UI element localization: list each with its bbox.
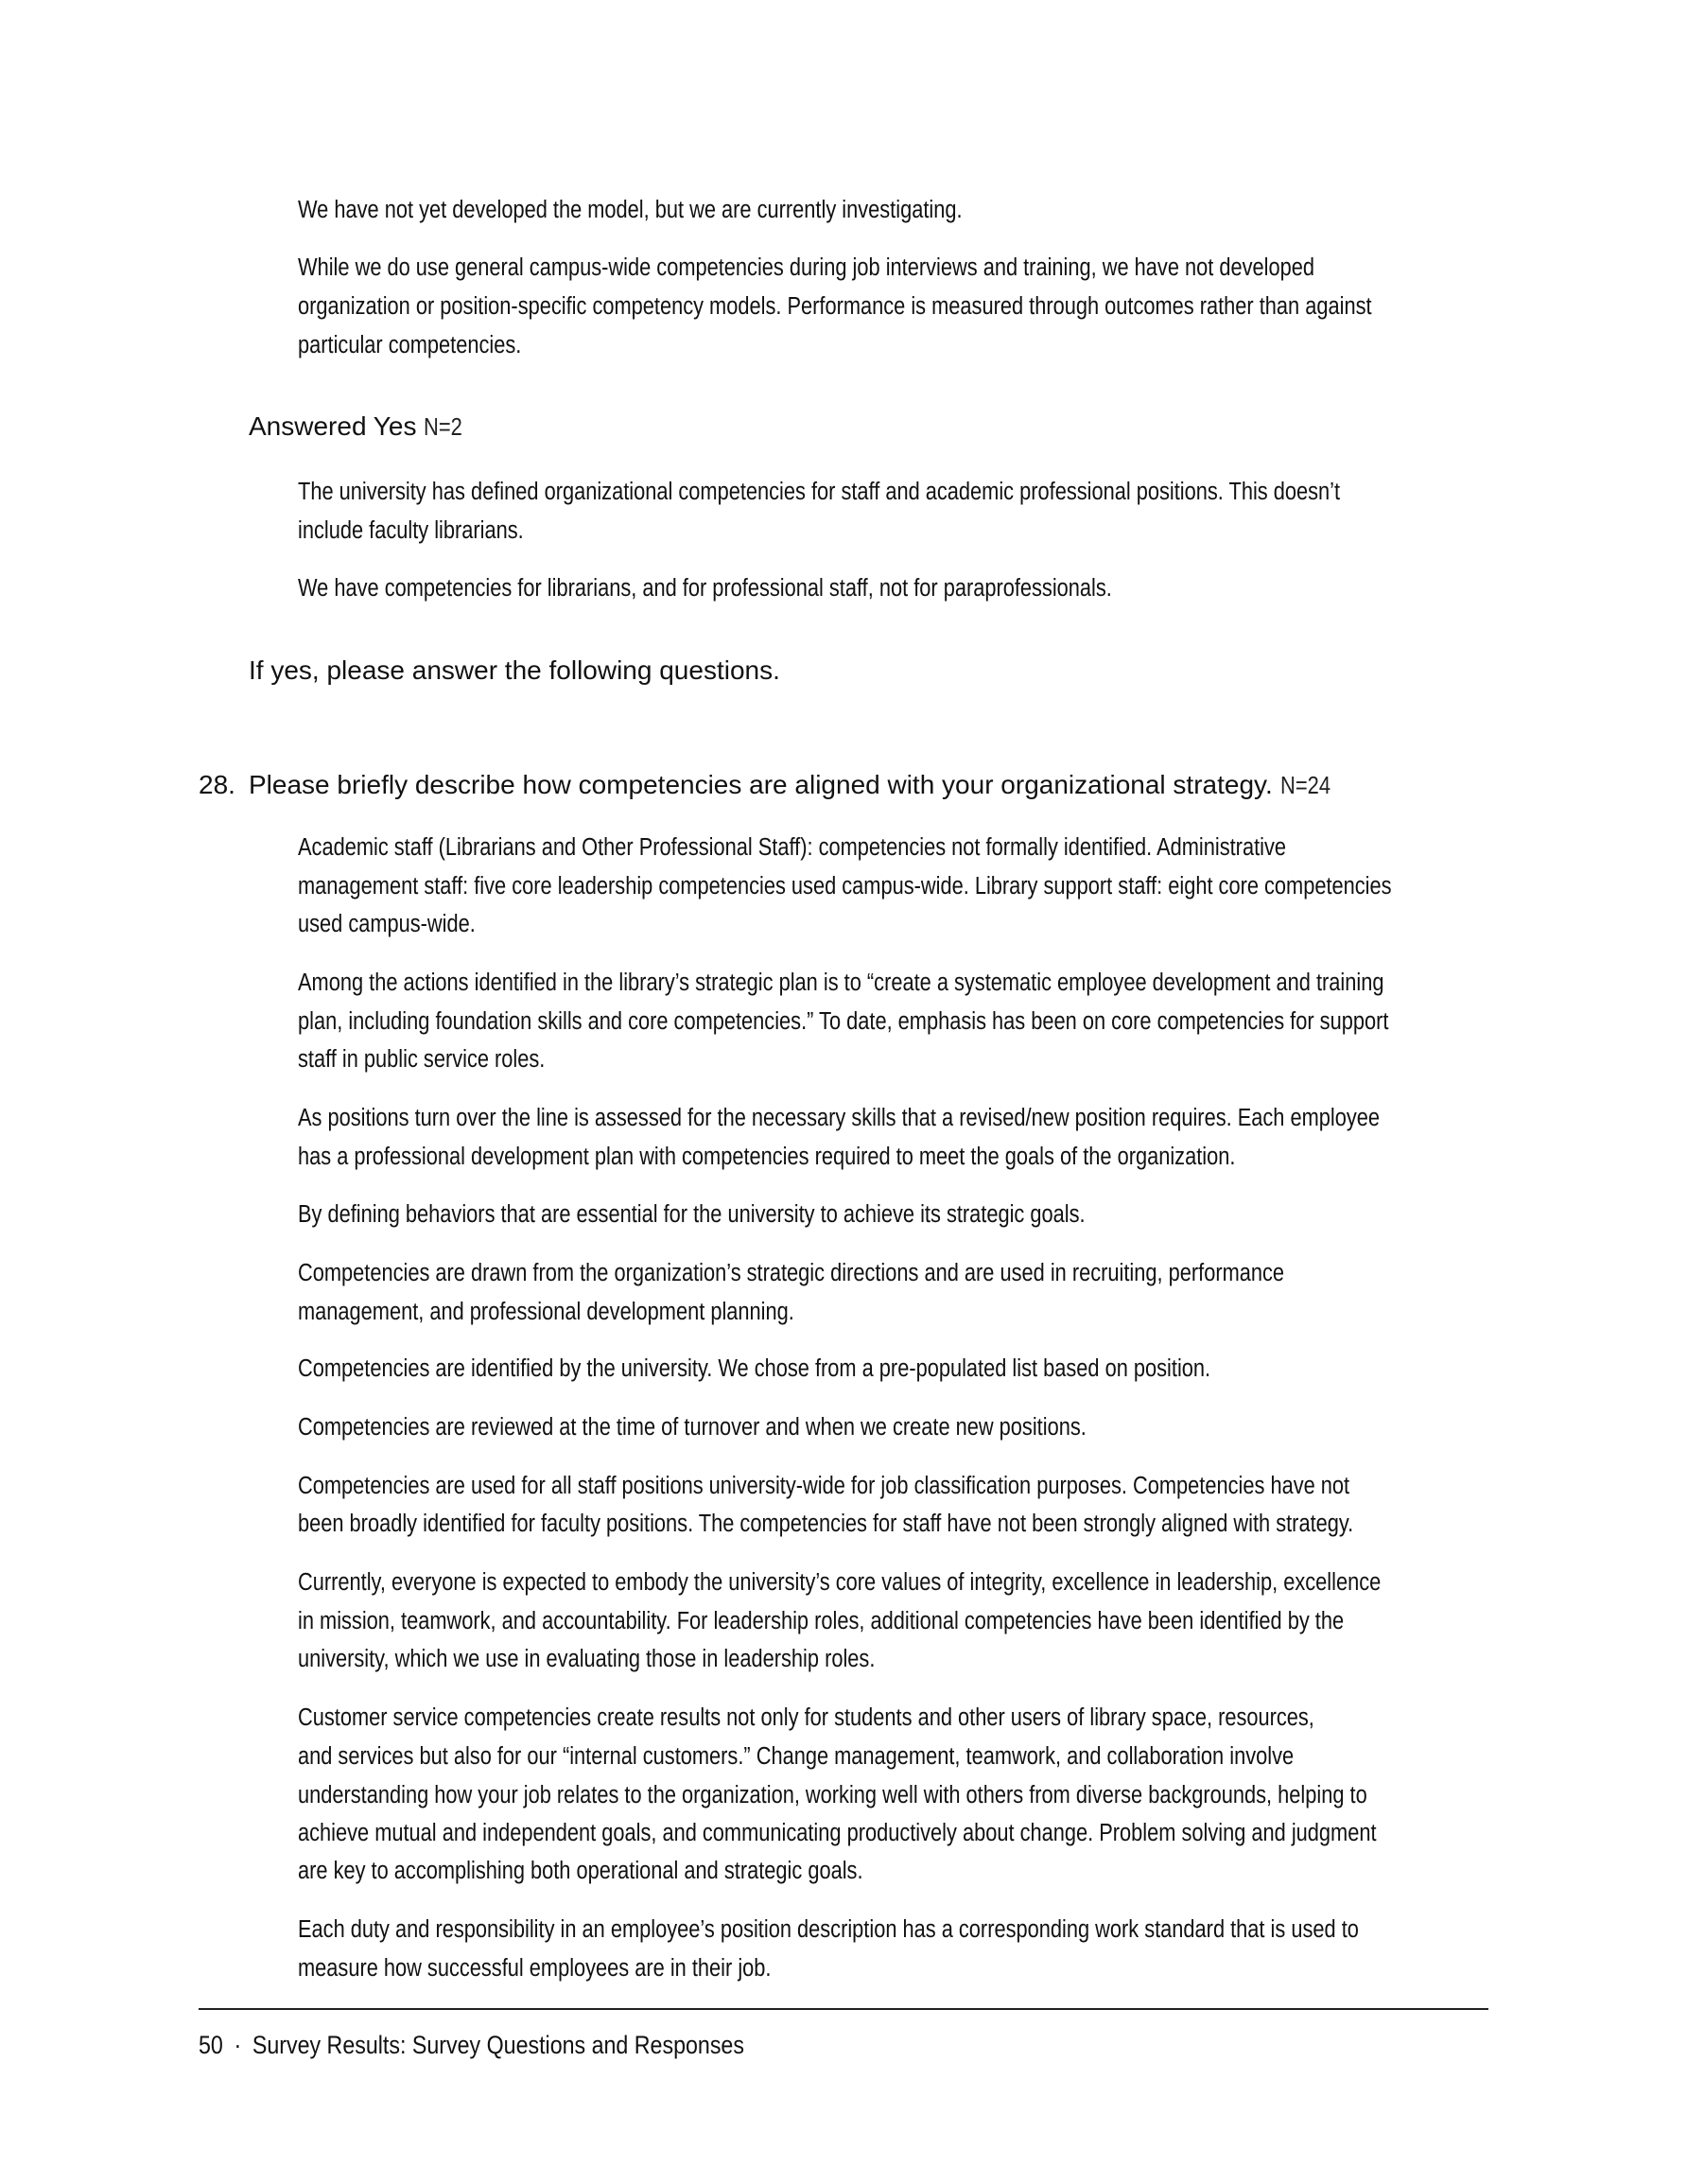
- response-line: Customer service competencies create results not only for students and other users of library space, resources,: [298, 1704, 1314, 1731]
- question-text: Please briefly describe how competencies are aligned with your organizational strategy.: [249, 770, 1273, 799]
- response-line: particular competencies.: [298, 332, 522, 358]
- response-line: Academic staff (Librarians and Other Professional Staff): competencies not formally identified. Administrative: [298, 834, 1287, 861]
- response-line: include faculty librarians.: [298, 517, 524, 544]
- response-line: Competencies are identified by the university. We chose from a pre-populated list based on position.: [298, 1355, 1211, 1382]
- response-line: staff in public service roles.: [298, 1046, 546, 1073]
- question-count: N=24: [1279, 773, 1330, 799]
- response-line: university, which we use in evaluating those in leadership roles.: [298, 1646, 876, 1672]
- response-line: Each duty and responsibility in an employee’s position description has a corresponding work standard that is used to: [298, 1916, 1359, 1943]
- response-line: We have competencies for librarians, and for professional staff, not for paraprofessionals.: [298, 575, 1112, 602]
- footer-separator: ·: [234, 2031, 242, 2059]
- response-line: used campus-wide.: [298, 911, 476, 937]
- response-line: organization or position-specific competency models. Performance is measured through outcomes rather than against: [298, 293, 1372, 320]
- response-line: Competencies are used for all staff positions university-wide for job classification purposes. Competencies have not: [298, 1473, 1350, 1499]
- response-line: While we do use general campus-wide competencies during job interviews and training, we have not developed: [298, 254, 1315, 281]
- response-line: understanding how your job relates to the organization, working well with others from diverse backgrounds, helping to: [298, 1782, 1367, 1808]
- response-line: Among the actions identified in the library’s strategic plan is to “create a systematic employee development and training: [298, 970, 1384, 996]
- footer-section-title: Survey Results: Survey Questions and Responses: [252, 2031, 744, 2059]
- response-line: in mission, teamwork, and accountability. For leadership roles, additional competencies have been identified by the: [298, 1608, 1345, 1634]
- response-line: achieve mutual and independent goals, and communicating productively about change. Problem solving and judgment: [298, 1820, 1377, 1846]
- response-line: has a professional development plan with competencies required to meet the goals of the organization.: [298, 1144, 1236, 1170]
- response-line: measure how successful employees are in their job.: [298, 1955, 772, 1982]
- response-line: By defining behaviors that are essential for the university to achieve its strategic goals.: [298, 1201, 1086, 1228]
- response-line: As positions turn over the line is assessed for the necessary skills that a revised/new position requires. Each employee: [298, 1105, 1381, 1131]
- response-line: management, and professional development planning.: [298, 1299, 794, 1325]
- response-line: management staff: five core leadership competencies used campus-wide. Library support staff: eight core competencies: [298, 873, 1392, 900]
- response-line: been broadly identified for faculty positions. The competencies for staff have not been strongly aligned with strategy.: [298, 1511, 1354, 1537]
- response-line: Currently, everyone is expected to embody the university’s core values of integrity, excellence in leadership, excellence: [298, 1569, 1382, 1596]
- question-number: 28.: [199, 770, 235, 799]
- response-line: The university has defined organizational competencies for staff and academic professional positions. This doesn’t: [298, 479, 1341, 505]
- response-line: We have not yet developed the model, but we are currently investigating.: [298, 197, 963, 223]
- answered-yes-heading: [249, 411, 469, 444]
- question-heading: [249, 769, 1338, 802]
- response-line: Competencies are reviewed at the time of turnover and when we create new positions.: [298, 1414, 1087, 1441]
- page-number: 50: [199, 2031, 223, 2059]
- response-line: Competencies are drawn from the organization’s strategic directions and are used in recruiting, performance: [298, 1260, 1285, 1286]
- page-footer: [199, 2030, 744, 2060]
- answered-yes-label: Answered Yes: [249, 411, 417, 441]
- if-yes-instruction: If yes, please answer the following questions.: [249, 655, 780, 685]
- response-line: and services but also for our “internal customers.” Change management, teamwork, and collaboration involve: [298, 1743, 1295, 1770]
- answered-yes-count: N=2: [424, 414, 463, 441]
- footer-divider: [199, 2008, 1488, 2010]
- response-line: plan, including foundation skills and core competencies.” To date, emphasis has been on core competencies for support: [298, 1008, 1389, 1035]
- response-line: are key to accomplishing both operational and strategic goals.: [298, 1858, 863, 1884]
